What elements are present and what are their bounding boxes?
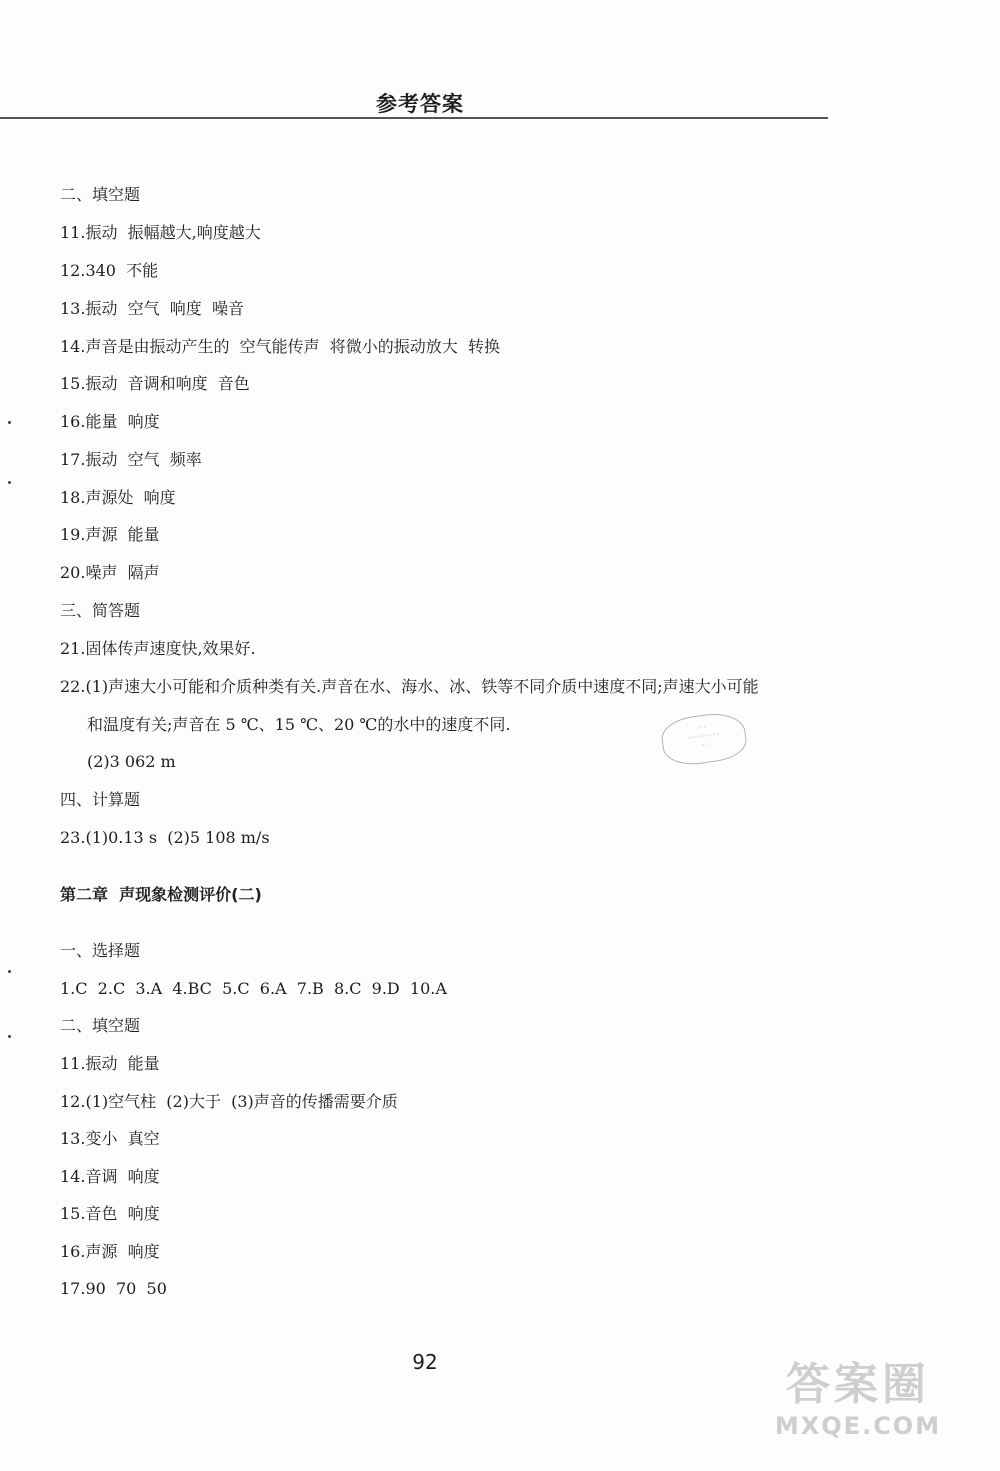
watermark-logo-text: 答案圈	[786, 1359, 930, 1410]
watermark-url: MXQE.COM	[774, 1412, 942, 1440]
margin-dot	[8, 970, 11, 973]
section-heading: 二、填空题	[60, 1016, 141, 1035]
ink-stamp: ◦ ◦ ◦◦◦◦◦◦◦◦◦ ◦◦	[659, 709, 749, 768]
page-header-title: 参考答案	[376, 92, 464, 116]
answer-line: 15.音色 响度	[60, 1204, 160, 1223]
answer-line: 11.振动 振幅越大,响度越大	[60, 223, 261, 242]
margin-dot	[8, 1035, 11, 1038]
answer-line: 12.(1)空气柱 (2)大于 (3)声音的传播需要介质	[60, 1092, 398, 1111]
section-heading: 一、选择题	[60, 941, 141, 960]
answer-line: 14.音调 响度	[60, 1167, 160, 1186]
answer-line: 13.振动 空气 响度 噪音	[60, 299, 244, 318]
answer-line: (2)3 062 m	[87, 752, 176, 771]
page-number: 92	[412, 1350, 438, 1374]
site-watermark	[738, 1359, 978, 1459]
answer-line: 22.(1)声速大小可能和介质种类有关.声音在水、海水、冰、铁等不同介质中速度不同;声速大小可能	[60, 677, 759, 696]
answer-line: 11.振动 能量	[60, 1054, 160, 1073]
answer-line: 14.声音是由振动产生的 空气能传声 将微小的振动放大 转换	[60, 337, 500, 356]
answer-line: 13.变小 真空	[60, 1129, 160, 1148]
section-heading: 二、填空题	[60, 185, 141, 204]
answer-line: 1.C 2.C 3.A 4.BC 5.C 6.A 7.B 8.C 9.D 10.A	[60, 979, 447, 998]
answer-line: 16.能量 响度	[60, 412, 160, 431]
answer-line: 12.340 不能	[60, 261, 159, 280]
answer-line: 20.噪声 隔声	[60, 563, 160, 582]
answer-line: 15.振动 音调和响度 音色	[60, 374, 250, 393]
answer-line: 21.固体传声速度快,效果好.	[60, 639, 256, 658]
section-heading: 三、简答题	[60, 601, 141, 620]
answer-line-continued: 和温度有关;声音在 5 ℃、15 ℃、20 ℃的水中的速度不同.	[87, 715, 511, 734]
answer-line: 17.90 70 50	[60, 1279, 167, 1298]
answer-line: 19.声源 能量	[60, 525, 160, 544]
answer-line: 17.振动 空气 频率	[60, 450, 202, 469]
answer-line: 16.声源 响度	[60, 1242, 160, 1261]
answer-line: 23.(1)0.13 s (2)5 108 m/s	[60, 828, 270, 847]
answer-line: 18.声源处 响度	[60, 488, 176, 507]
header-divider	[0, 117, 828, 119]
section-heading: 四、计算题	[60, 790, 141, 809]
chapter-title: 第二章 声现象检测评价(二)	[60, 885, 262, 904]
margin-dot	[8, 421, 11, 424]
margin-dot	[8, 481, 11, 484]
